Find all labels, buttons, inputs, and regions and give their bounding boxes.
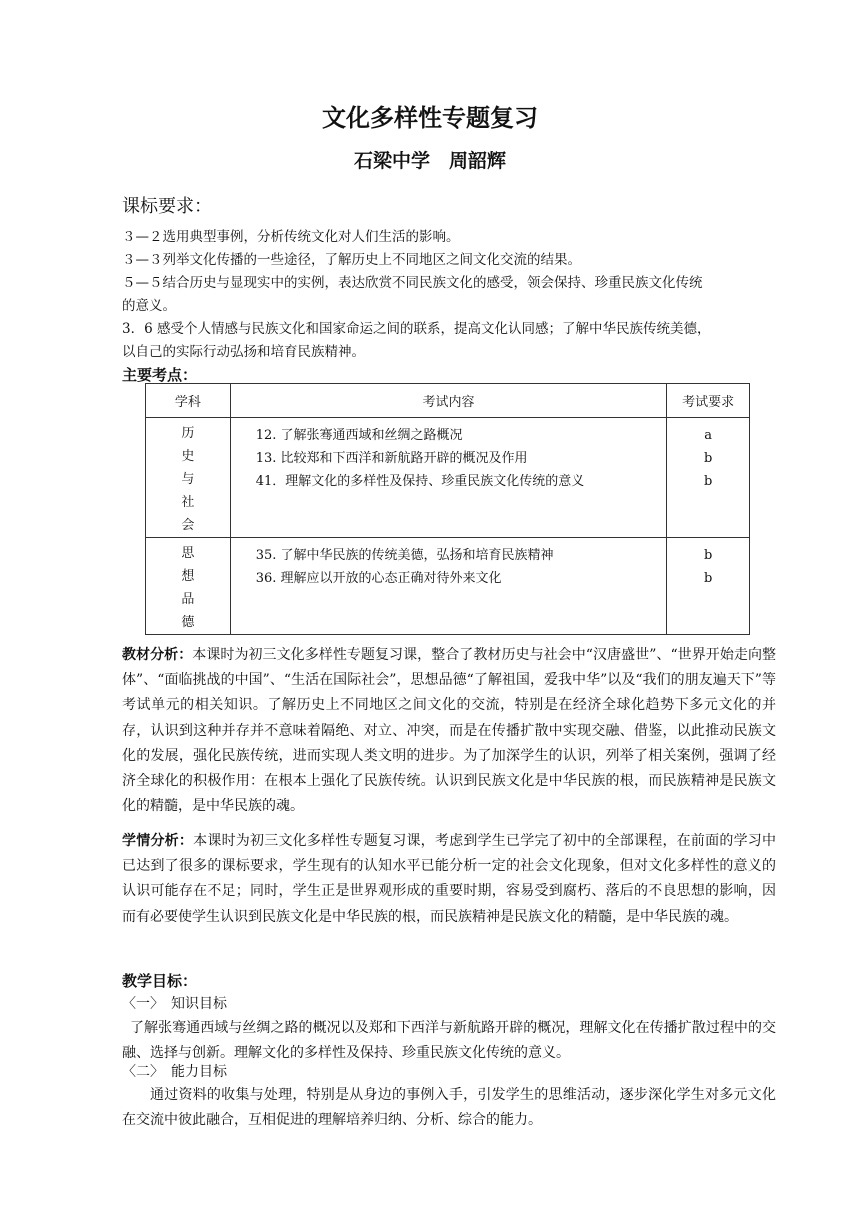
- knowledge-goal-text: 了解张骞通西域与丝绸之路的概况以及郑和下西洋与新航路开辟的概况，理解文化在传播扩散过程中的交融、选择与创新。理解文化的多样性及保持、珍重民族文化传统的意义。: [122, 1020, 776, 1062]
- goals-sub-ability: 〈二〉 能力目标: [122, 1064, 227, 1080]
- curriculum-item: ３—３列举文化传播的一些途径，了解历史上不同地区之间文化交流的结果。: [122, 252, 581, 268]
- header-requirement: 考试要求: [667, 384, 750, 418]
- table-header-row: [146, 384, 750, 418]
- table-row: [146, 418, 750, 538]
- material-analysis-text: 本课时为初三文化多样性专题复习课，整合了教材历史与社会中“汉唐盛世”、“世界开始走向整体”、“面临挑战的中国”、“生活在国际社会”，思想品德“了解祖国，爱我中华”以及“我们的朋友遍天下”等考试单元的相关知识。了解历史上不同地区之间文化的交流，特别是在经济全球化趋势下多元文化的并存，认识到这种并存并不意味着隔绝、对立、冲突，而是在传播扩散中实现交融、借鉴，以此推动民族文化的发展，强化民族传统，进而实现人类文明的进步。为了加深学生的认识，列举了相关案例，强调了经济全球化的积极作用：在根本上强化了民族传统。认识到民族文化是中华民族的根，而民族精神是民族文化的精髓，是中华民族的魂。: [122, 647, 776, 815]
- curriculum-item: 的意义。: [122, 298, 176, 314]
- document-title: 文化多样性专题复习: [322, 104, 538, 132]
- exam-item: 35. 了解中华民族的传统美德，弘扬和培育民族精神: [255, 548, 554, 563]
- exam-item: 13. 比较郑和下西洋和新航路开辟的概况及作用: [255, 451, 528, 466]
- student-analysis-text: 本课时为初三文化多样性专题复习课，考虑到学生已学完了初中的全部课程，在前面的学习中已达到了很多的课标要求，学生现有的认知水平已能分析一定的社会文化现象，但对文化多样性的意义的认识可能存在不足；同时，学生正是世界观形成的重要时期，容易受到腐朽、落后的不良思想的影响，因而有必要使学生认识到民族文化是中华民族的根，而民族精神是民族文化的精髓，是中华民族的魂。: [122, 833, 777, 925]
- material-analysis-paragraph: [122, 643, 776, 819]
- requirement-cell: a b b: [667, 418, 750, 538]
- curriculum-item: ３—２选用典型事例，分析传统文化对人们生活的影响。: [122, 229, 460, 245]
- material-analysis-label: 教材分析：: [122, 647, 193, 663]
- content-cell: [230, 418, 667, 538]
- document-subtitle: 石梁中学 周韶辉: [353, 150, 506, 172]
- subject-cell: 思 想 品 德: [146, 538, 231, 635]
- exam-item: 41．理解文化的多样性及保持、珍重民族文化传统的意义: [255, 474, 585, 489]
- ability-goal-text: 通过资料的收集与处理，特别是从身边的事例入手，引发学生的思维活动，逐步深化学生对多元文化在交流中彼此融合，互相促进的理解培养归纳、分析、综合的能力。: [122, 1087, 776, 1129]
- header-subject: 学科: [146, 384, 231, 418]
- curriculum-heading: 课标要求：: [122, 196, 212, 217]
- student-analysis-label: 学情分析：: [122, 833, 194, 849]
- exam-points-heading: 主要考点：: [122, 366, 198, 384]
- curriculum-item: 以自己的实际行动弘扬和培育民族精神。: [122, 344, 365, 360]
- subject-cell: 历 史 与 社 会: [146, 418, 231, 538]
- goals-heading: 教学目标：: [122, 972, 198, 990]
- curriculum-item: 3．6 感受个人情感与民族文化和国家命运之间的联系，提高文化认同感；了解中华民族传统美德，: [122, 321, 711, 337]
- student-analysis-paragraph: [122, 829, 776, 930]
- goals-sub-knowledge: 〈一〉 知识目标: [122, 996, 227, 1012]
- exam-points-table: [145, 383, 750, 635]
- exam-item: 36. 理解应以开放的心态正确对待外来文化: [255, 571, 502, 586]
- content-cell: [230, 538, 667, 635]
- exam-item: 12. 了解张骞通西域和丝绸之路概况: [255, 428, 463, 443]
- curriculum-item: ５—５结合历史与显现实中的实例，表达欣赏不同民族文化的感受，领会保持、珍重民族文化传统: [122, 275, 703, 291]
- header-content: 考试内容: [230, 384, 667, 418]
- requirement-cell: b b: [667, 538, 750, 635]
- table-row: [146, 538, 750, 635]
